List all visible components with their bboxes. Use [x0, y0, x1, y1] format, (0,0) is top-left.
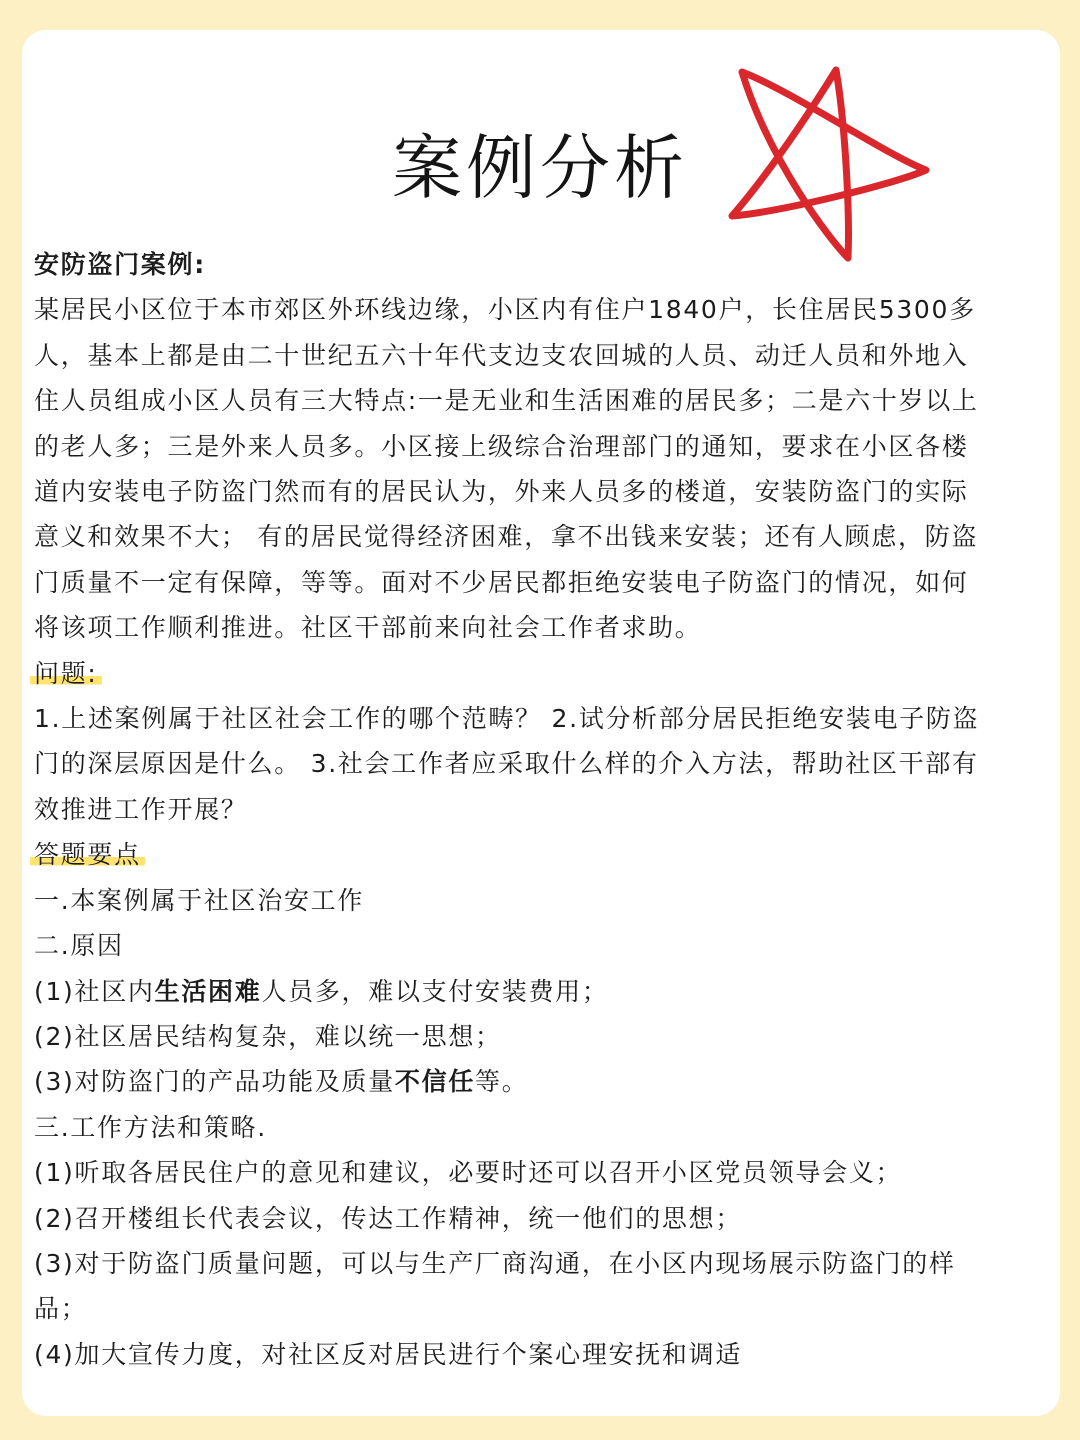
reason-3-emphasis: 不信任 — [394, 1067, 476, 1097]
method-3-continued: 品； — [34, 1294, 88, 1324]
case-line-7: 门质量不一定有保障，等等。面对不少居民都拒绝安装电子防盗门的情况，如何 — [34, 567, 969, 597]
case-line-8: 将该项工作顺利推进。社区干部前来向社会工作者求助。 — [34, 613, 702, 643]
answer-part-1: 一.本案例属于社区治安工作 — [34, 885, 365, 915]
question-line-2: 门的深层原因是什么。 3.社会工作者应采取什么样的介入方法，帮助社区干部有 — [34, 749, 979, 779]
reason-3 — [34, 1059, 1044, 1104]
reason-1-prefix: (1)社区内 — [34, 976, 155, 1006]
case-line-4: 的老人多；三是外来人员多。小区接上级综合治理部门的通知，要求在小区各楼 — [34, 431, 969, 461]
answer-label: 答题要点 — [30, 840, 145, 869]
reason-3-suffix: 等。 — [475, 1067, 529, 1097]
case-heading: 安防盗门案例: — [34, 250, 206, 279]
reason-3-prefix: (3)对防盗门的产品功能及质量 — [34, 1067, 395, 1097]
question-label: 问题: — [30, 659, 102, 688]
article-body — [34, 242, 1044, 1377]
page-title: 案例分析 — [392, 127, 688, 209]
case-line-1: 某居民小区位于本市郊区外环线边缘，小区内有住户1840户，长住居民5300多 — [34, 295, 976, 325]
case-line-5: 道内安装电子防盗门然而有的居民认为，外来人员多的楼道，安装防盗门的实际 — [34, 477, 969, 507]
question-line-1: 1.上述案例属于社区社会工作的哪个范畴？ 2.试分析部分居民拒绝安装电子防盗 — [34, 704, 980, 734]
case-line-2: 人，基本上都是由二十世纪五六十年代支边支农回城的人员、动迁人员和外地入 — [34, 340, 969, 370]
method-4: (4)加大宣传力度，对社区反对居民进行个案心理安抚和调适 — [34, 1339, 743, 1369]
question-line-3: 效推进工作开展？ — [34, 794, 248, 824]
reason-1 — [34, 969, 1044, 1014]
reason-2: (2)社区居民结构复杂，难以统一思想； — [34, 1021, 502, 1051]
reason-1-emphasis: 生活困难 — [154, 976, 262, 1006]
reason-1-suffix: 人员多，难以支付安装费用； — [261, 976, 609, 1006]
question-label-row — [34, 651, 1044, 696]
hand-drawn-star-icon — [720, 62, 944, 268]
method-1: (1)听取各居民住户的意见和建议，必要时还可以召开小区党员领导会义； — [34, 1158, 903, 1188]
method-3: (3)对于防盗门质量问题，可以与生产厂商沟通，在小区内现场展示防盗门的样 — [34, 1248, 956, 1278]
answer-label-row — [34, 832, 1044, 877]
answer-part-3-title: 三.工作方法和策略. — [34, 1112, 267, 1142]
answer-part-2-title: 二.原因 — [34, 931, 124, 961]
case-line-3: 住人员组成小区人员有三大特点:一是无业和生活困难的居民多；二是六十岁以上 — [34, 386, 979, 416]
method-2: (2)召开楼组长代表会议，传达工作精神，统一他们的思想； — [34, 1203, 743, 1233]
case-line-6: 意义和效果不大； 有的居民觉得经济困难，拿不出钱来安装；还有人顾虑，防盗 — [34, 522, 979, 552]
star-stroke — [732, 70, 926, 258]
